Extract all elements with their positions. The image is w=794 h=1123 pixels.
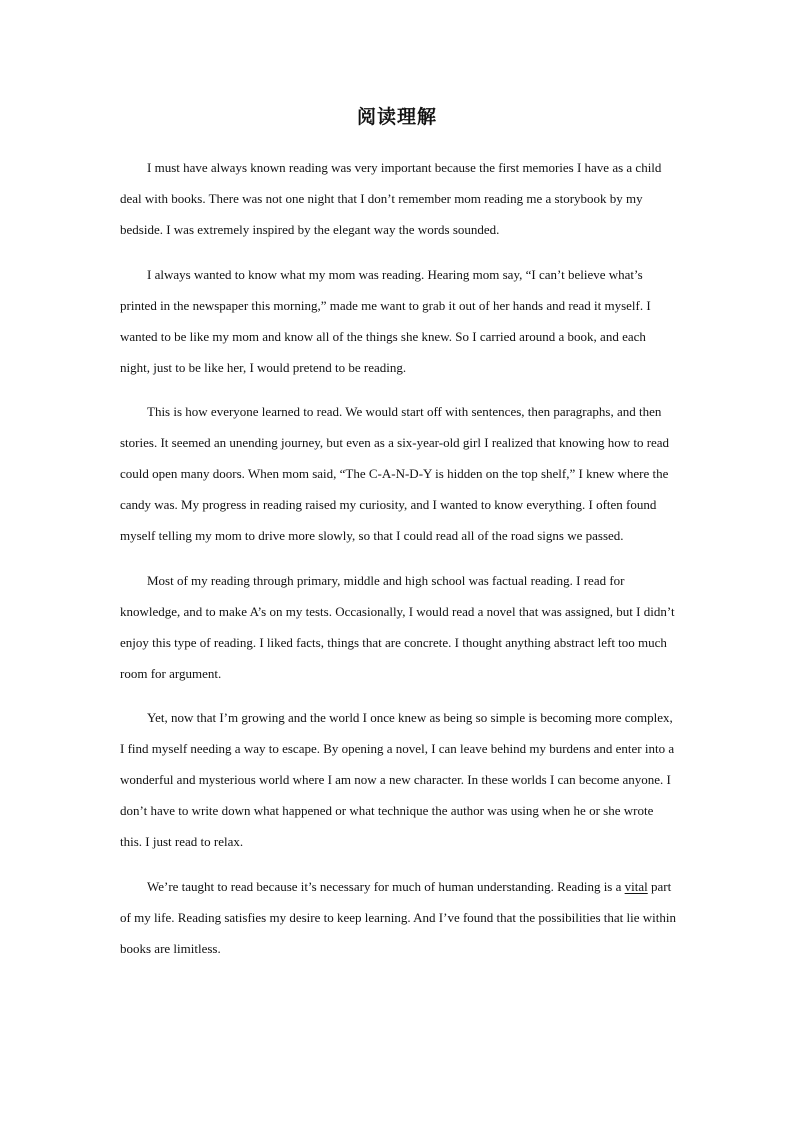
paragraph-2: I always wanted to know what my mom was reading. Hearing mom say, “I can’t believe what’s printed in the newspaper this morning,” made me want to grab it out of her hands and read it myself. I wanted to be like my mom and know all of the things she knew. So I carried around a book, and each night, just to be like her, I would pretend to be reading. xyxy=(120,266,651,375)
paragraph-4: Most of my reading through primary, middle and high school was factual reading. I read for knowledge, and to make A’s on my tests. Occasionally, I would read a novel that was assigned, but I didn’t enjoy this type of reading. I liked facts, things that are concrete. I thought anything abstract left too much room for argument. xyxy=(120,572,675,681)
paragraph-3: This is how everyone learned to read. We would start off with sentences, then paragraphs, and then stories. It seemed an unending journey, but even as a six-year-old girl I realized that knowing how to read could open many doors. When mom said, “The C-A-N-D-Y is hidden on the top shelf,” I knew where the candy was. My progress in reading raised my curiosity, and I wanted to know everything. I often found myself telling my mom to drive more slowly, so that I could read all of the road signs we passed. xyxy=(120,404,670,543)
paragraph-6 xyxy=(120,871,676,964)
document-body xyxy=(120,152,676,977)
paragraph-1: I must have always known reading was very important because the first memories I have as a child deal with books. There was not one night that I don’t remember mom reading me a storybook by my bedside. I was extremely inspired by the elegant way the words sounded. xyxy=(120,160,662,237)
document-title: 阅读理解 xyxy=(356,106,437,128)
paragraph-6-text-before: We’re taught to read because it’s necessary for much of human understanding. Reading is a xyxy=(147,878,625,894)
underlined-word-vital: vital xyxy=(624,878,648,894)
paragraph-6-text-after: part of my life. Reading satisfies my desire to keep learning. And I’ve found that the possibilities that lie within books are limitless. xyxy=(120,878,676,956)
paragraph-5: Yet, now that I’m growing and the world I once knew as being so simple is becoming more complex, I find myself needing a way to escape. By opening a novel, I can leave behind my burdens and enter into a wonderful and mysterious world where I am now a new character. In these worlds I can become anyone. I don’t have to write down what happened or what technique the author was using when he or she wrote this. I just read to relax. xyxy=(120,710,675,849)
